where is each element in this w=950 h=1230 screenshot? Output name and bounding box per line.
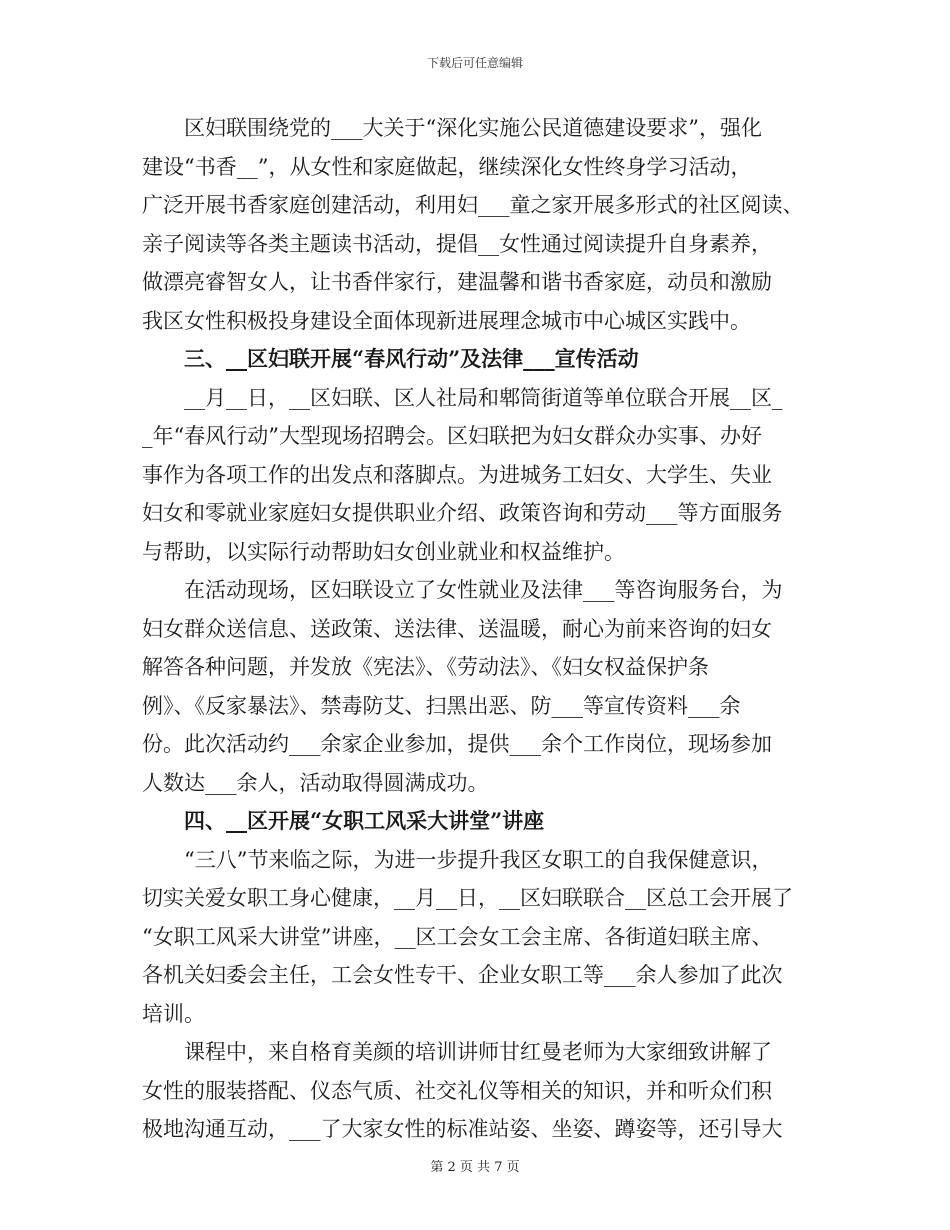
section-heading: 三、__区妇联开展“春风行动”及法律___宣传活动: [142, 346, 639, 371]
text-line: “女职工风采大讲堂”讲座，__区工会女工会主席、各街道妇联主席、: [142, 924, 773, 949]
text-line: 与帮助，以实际行动帮助妇女创业就业和权益维护。: [142, 539, 625, 564]
text-line: 做漂亮睿智女人，让书香伴家行，建温馨和谐书香家庭，动员和激励: [142, 270, 772, 294]
text-line: 切实关爱女职工身心健康，__月__日，__区妇联联合__区总工会开展了: [142, 886, 793, 910]
text-line: __月__日，__区妇联、区人社局和郫筒街道等单位联合开展__区_: [142, 385, 783, 410]
text-line: 各机关妇委会主任，工会女性专干、企业女职工等___余人参加了此次: [142, 963, 783, 987]
text-line: 亲子阅读等各类主题读书活动，提倡__女性通过阅读提升自身素养，: [142, 231, 772, 256]
text-line: 广泛开展书香家庭创建活动，利用妇___童之家开展多形式的社区阅读、: [142, 193, 804, 217]
text-line: 妇女和零就业家庭妇女提供职业介绍、政策咨询和劳动___等方面服务: [142, 501, 783, 525]
text-line: 极地沟通互动，___了大家女性的标准站姿、坐姿、蹲姿等，还引导大: [142, 1117, 783, 1141]
text-line: 在活动现场，区妇联设立了女性就业及法律___等咨询服务台，为: [142, 578, 783, 602]
page-number: 第 2 页 共 7 页: [430, 1160, 520, 1175]
text-line: 例》、《反家暴法》、禁毒防艾、扫黑出恶、防___等宣传资料___余: [142, 693, 741, 718]
text-line: 人数达___余人，活动取得圆满成功。: [142, 770, 489, 795]
text-line: 女性的服装搭配、仪态气质、社交礼仪等相关的知识，并和听众们积: [142, 1078, 772, 1103]
text-line: 课程中，来自格育美颜的培训讲师甘红曼老师为大家细致讲解了: [142, 1040, 772, 1064]
text-line: 解答各种问题，并发放《宪法》、《劳动法》、《妇女权益保护条: [142, 655, 709, 679]
text-line: 事作为各项工作的出发点和落脚点。为进城务工妇女、大学生、失业: [142, 462, 772, 487]
section-heading: 四、__区开展“女职工风采大讲堂”讲座: [142, 808, 545, 833]
text-line: 培训。: [142, 1001, 205, 1026]
text-line: 我区女性积极投身建设全面体现新进展理念城市中心城区实践中。: [142, 308, 751, 333]
page-header: 下载后可任意编辑: [426, 56, 523, 70]
text-line: _年“春风行动”大型现场招聘会。区妇联把为妇女群众办实事、办好: [142, 424, 762, 448]
text-line: “三八”节来临之际，为进一步提升我区女职工的自我保健意识，: [142, 847, 773, 872]
document-body: [142, 109, 822, 1149]
text-line: 建设“书香__”，从女性和家庭做起，继续深化女性终身学习活动，: [142, 154, 752, 179]
text-line: 份。此次活动约___余家企业参加，提供___余个工作岗位，现场参加: [142, 732, 772, 756]
text-line: 区妇联围绕党的___大关于“深化实施公民道德建设要求”，强化: [142, 116, 762, 140]
text-line: 妇女群众送信息、送政策、送法律、送温暖，耐心为前来咨询的妇女: [142, 616, 772, 641]
